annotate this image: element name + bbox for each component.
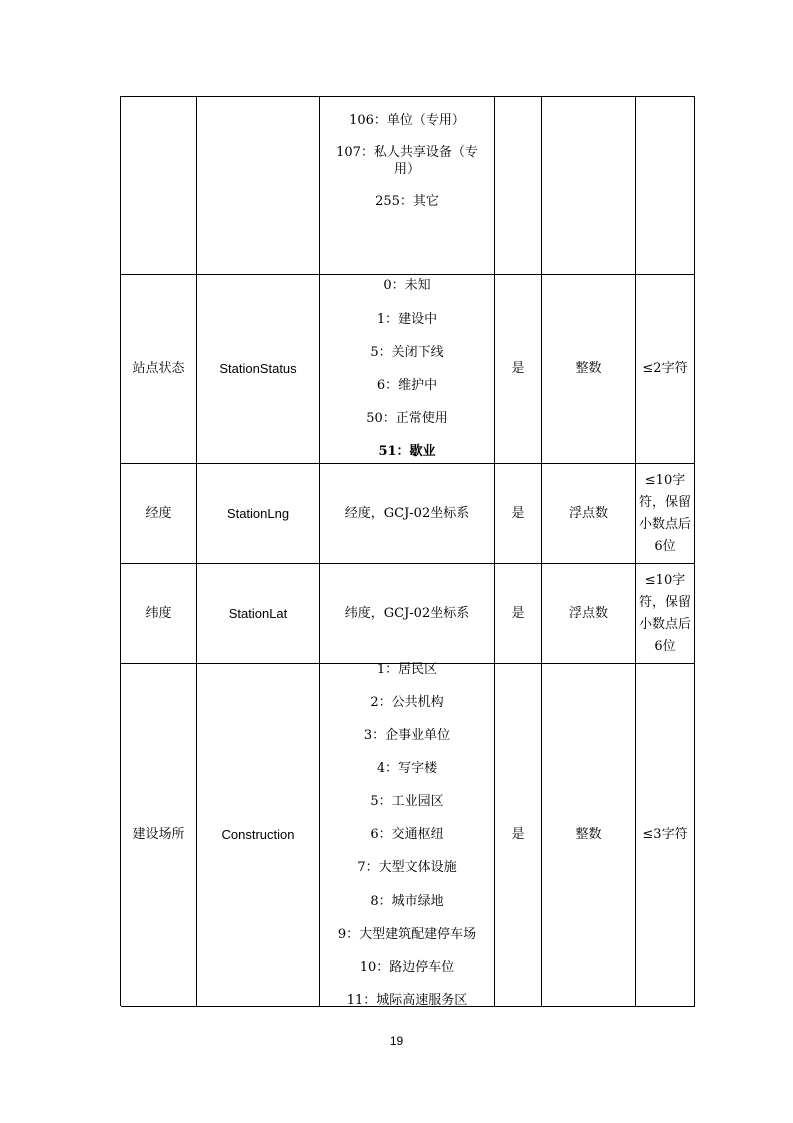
- description-line: 9：大型建筑配建停车场: [337, 926, 477, 942]
- required-cell: [495, 97, 542, 275]
- name-cell: 经度: [121, 464, 197, 564]
- field-cell: StationLng: [197, 464, 320, 564]
- description-line: 0：未知: [383, 278, 431, 294]
- table-row: [121, 464, 695, 564]
- field-cell: StationLat: [197, 564, 320, 664]
- name-cell: 建设场所: [121, 664, 197, 1007]
- type-cell: [542, 97, 636, 275]
- length-cell: ≤2字符: [636, 275, 695, 464]
- type-cell: 浮点数: [542, 564, 636, 664]
- description-cell: [320, 275, 495, 464]
- description-cell: 经度，GCJ-02坐标系: [320, 464, 495, 564]
- page-number: 19: [389, 1034, 404, 1048]
- required-cell: 是: [495, 464, 542, 564]
- type-cell: 浮点数: [542, 464, 636, 564]
- description-line: 107：私人共享设备（专用）: [336, 144, 478, 178]
- name-cell: 纬度: [121, 564, 197, 664]
- description-line: 2：公共机构: [370, 694, 444, 710]
- name-cell: [121, 97, 197, 275]
- type-cell: 整数: [542, 275, 636, 464]
- description-line: 3：企事业单位: [363, 727, 451, 743]
- description-line: 6：维护中: [376, 377, 438, 393]
- required-cell: 是: [495, 664, 542, 1007]
- description-line: 50：正常使用: [366, 410, 448, 426]
- table-row: [121, 661, 695, 1008]
- type-cell: 整数: [542, 664, 636, 1007]
- description-line: 7：大型文体设施: [357, 860, 457, 876]
- description-line: 10：路边停车位: [359, 959, 455, 975]
- length-cell: [636, 97, 695, 275]
- description-line: 6：交通枢纽: [370, 827, 444, 843]
- field-cell: Construction: [197, 664, 320, 1007]
- field-cell: StationStatus: [197, 275, 320, 464]
- description-line: 106：单位（专用）: [349, 113, 465, 128]
- description-cell: 纬度，GCJ-02坐标系: [320, 564, 495, 664]
- data-table: [120, 96, 695, 1006]
- required-cell: 是: [495, 275, 542, 464]
- description-line: 51：歇业: [378, 444, 436, 460]
- description-line: 5：工业园区: [370, 794, 444, 810]
- description-line: 8：城市绿地: [370, 893, 444, 909]
- table-row: [121, 275, 695, 464]
- name-cell: 站点状态: [121, 275, 197, 464]
- description-line: 4：写字楼: [376, 760, 438, 776]
- table-row: [121, 564, 695, 664]
- length-cell: ≤3字符: [636, 664, 695, 1007]
- description-line: 1：建设中: [376, 311, 438, 327]
- field-cell: [197, 97, 320, 275]
- table-row: [121, 97, 695, 275]
- description-line: 255：其它: [375, 193, 439, 209]
- description-line: 5：关闭下线: [370, 344, 444, 360]
- required-cell: 是: [495, 564, 542, 664]
- length-cell: ≤10字符，保留小数点后6位: [636, 564, 695, 664]
- description-cell: [320, 97, 495, 275]
- length-cell: ≤10字符，保留小数点后6位: [636, 464, 695, 564]
- description-line: 1：居民区: [376, 661, 438, 677]
- description-cell: [320, 661, 495, 1008]
- description-line: 11：城际高速服务区: [346, 992, 468, 1008]
